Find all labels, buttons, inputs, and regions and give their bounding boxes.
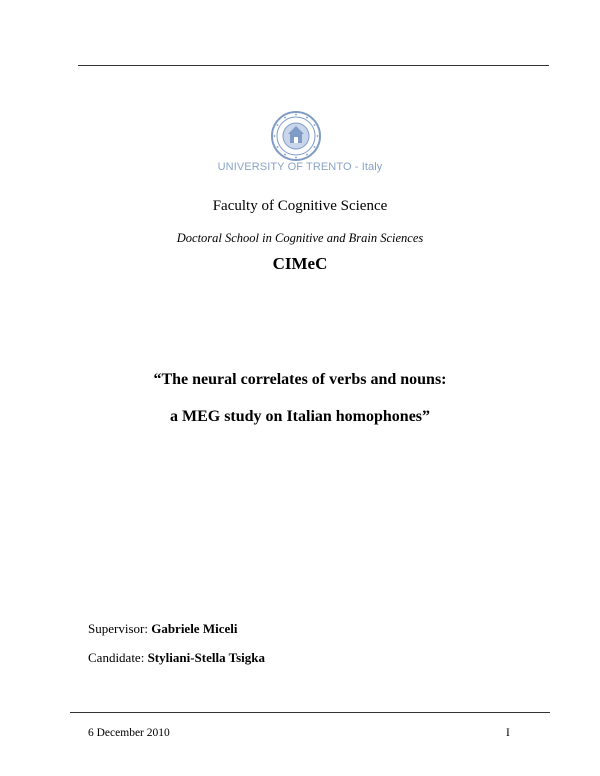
center-name: CIMeC [272, 254, 328, 273]
footer-rule [70, 712, 550, 713]
faculty-name: Faculty of Cognitive Science [212, 198, 388, 214]
thesis-title-line-2: a MEG study on Italian homophones” [169, 408, 431, 425]
supervisor-label: Supervisor: [88, 621, 148, 636]
header-rule [78, 65, 549, 66]
university-seal-icon [270, 110, 322, 162]
thesis-title-line-1: “The neural correlates of verbs and nouns: [153, 371, 447, 388]
page-number: I [506, 727, 510, 739]
footer-date: 6 December 2010 [88, 727, 170, 739]
doctoral-school: Doctoral School in Cognitive and Brain Sciences [176, 231, 424, 245]
candidate-name: Styliani-Stella Tsigka [147, 650, 265, 665]
supervisor-name: Gabriele Miceli [151, 621, 238, 636]
candidate-line [88, 650, 265, 666]
university-name: UNIVERSITY OF TRENTO - Italy [217, 161, 383, 173]
supervisor-line [88, 621, 237, 637]
candidate-label: Candidate: [88, 650, 145, 665]
